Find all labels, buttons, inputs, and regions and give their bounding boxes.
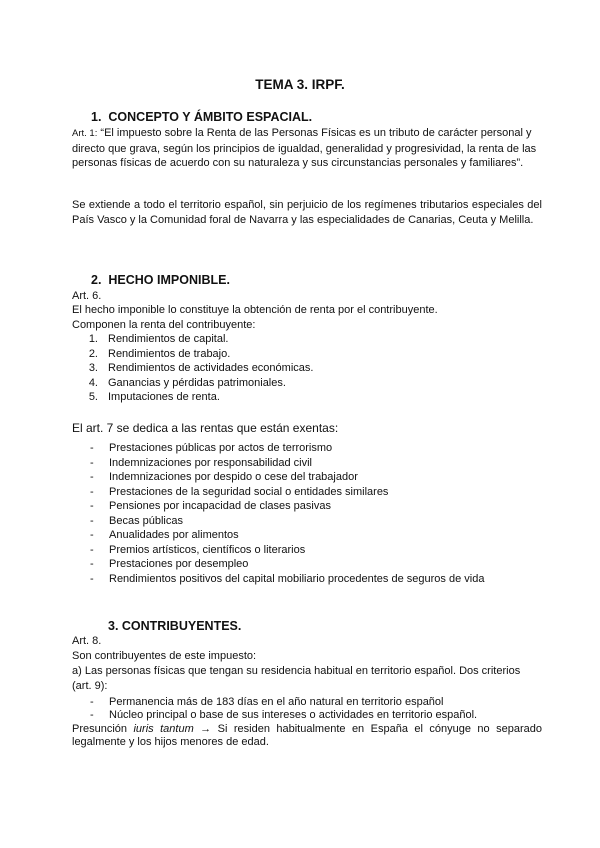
section-1-territory-paragraph: Se extiende a todo el territorio español, sin perjuicio de los regímenes tributarios especiales del País Vasco y la Comunidad foral de Navarra y las especialidades de Canarias, Ceuta y Melilla. [72,199,542,226]
document-title: TEMA 3. IRPF. [255,77,345,92]
section-2-title: HECHO IMPONIBLE. [108,273,230,287]
section-3-line-2: a) Las personas físicas que tengan su residencia habitual en territorio español. Dos criterios (art. 9): [72,665,521,692]
section-1-number: 1. [91,110,102,124]
section-1-quote [72,126,542,171]
section-3-line-1: Son contribuyentes de este impuesto: [72,650,257,662]
article-1-ref: Art. 1: [72,128,98,139]
iuris-tantum-term: iuris tantum [133,723,194,735]
section-1-heading [91,110,312,124]
presuncion-paragraph: Presunción iuris tantum → Si residen habitualmente en España el cónyuge no separado legalmente y los hijos menores de edad. [72,723,542,748]
section-2-article-ref: Art. 6. [72,290,102,302]
exentas-intro: El art. 7 se dedica a las rentas que están exentas: [72,421,339,435]
section-2-heading [91,273,230,287]
section-2-number: 2. [91,273,102,287]
section-2-line-1: El hecho imponible lo constituye la obtención de renta por el contribuyente. [72,304,438,316]
document-page: TEMA 3. IRPF. 1. CONCEPTO Y ÁMBITO ESPACIAL. Art. 1: “El impuesto sobre la Renta de las Personas Físicas es un tributo de carácter personal y directo que grava, según los principios de igualdad, generalidad y progresividad, la renta de las personas físicas de acuerdo con su naturaleza y sus circunstancias personales y familiares”. Se extiende a todo el territorio español, sin perjuicio de los regímenes tributarios especiales del País Vasco y la Comunidad foral de Navarra y las especialidades de Canarias, Ceuta y Melilla. 2. HECHO IMPONIBLE. Art. 6. El hecho imponible lo constituye la obtención de renta por el contribuyente. Componen la renta del contribuyente: 1. Rendimientos de capital. 2. Rendimientos de trabajo. 3. Rendimientos de actividades económicas. 4. Ganancias y pérdidas patrimoniales. 5. Imputaciones de renta. El art. 7 se dedica a las rentas que están exentas: - Prestaciones públicas por actos de terrorismo - Indemnizaciones por responsabilidad civil - Indemnizaciones por despido o cese del trabajador - Prestaciones de la seguridad social o entidades similares - Pensiones por incapacidad de clases pasivas - Becas públicas - Anualidades por alimentos - Premios artísticos, científicos o literarios - Prestaciones por desempleo - Rendimientos positivos del capital mobiliario procedentes de seguros de vida 3. CONTRIBUYENTES. Art. 8. Son contribuyentes de este impuesto: a) Las personas físicas que tengan su residencia habitual en territorio español. Dos criterios (art. 9): - Permanencia más de 183 días en el año natural en territorio español - Núcleo principal o base de sus intereses o actividades en territorio español. Presunción iuris tantum → Si residen habitualmente en España el cónyuge no separado legalmente y los hijos menores de edad. [0,0,600,848]
section-3-article-ref: Art. 8. [72,635,102,647]
section-1-title: CONCEPTO Y ÁMBITO ESPACIAL. [108,110,313,124]
section-2-line-2: Componen la renta del contribuyente: [72,319,256,331]
section-3-heading: 3. CONTRIBUYENTES. [108,619,242,633]
article-1-quote-text: “El impuesto sobre la Renta de las Personas Físicas es un tributo de carácter personal y directo que grava, según los principios de igualdad, generalidad y progresividad, la renta de las personas físicas de acuerdo con su naturaleza y sus circunstancias personales y familiares”. [72,127,537,169]
